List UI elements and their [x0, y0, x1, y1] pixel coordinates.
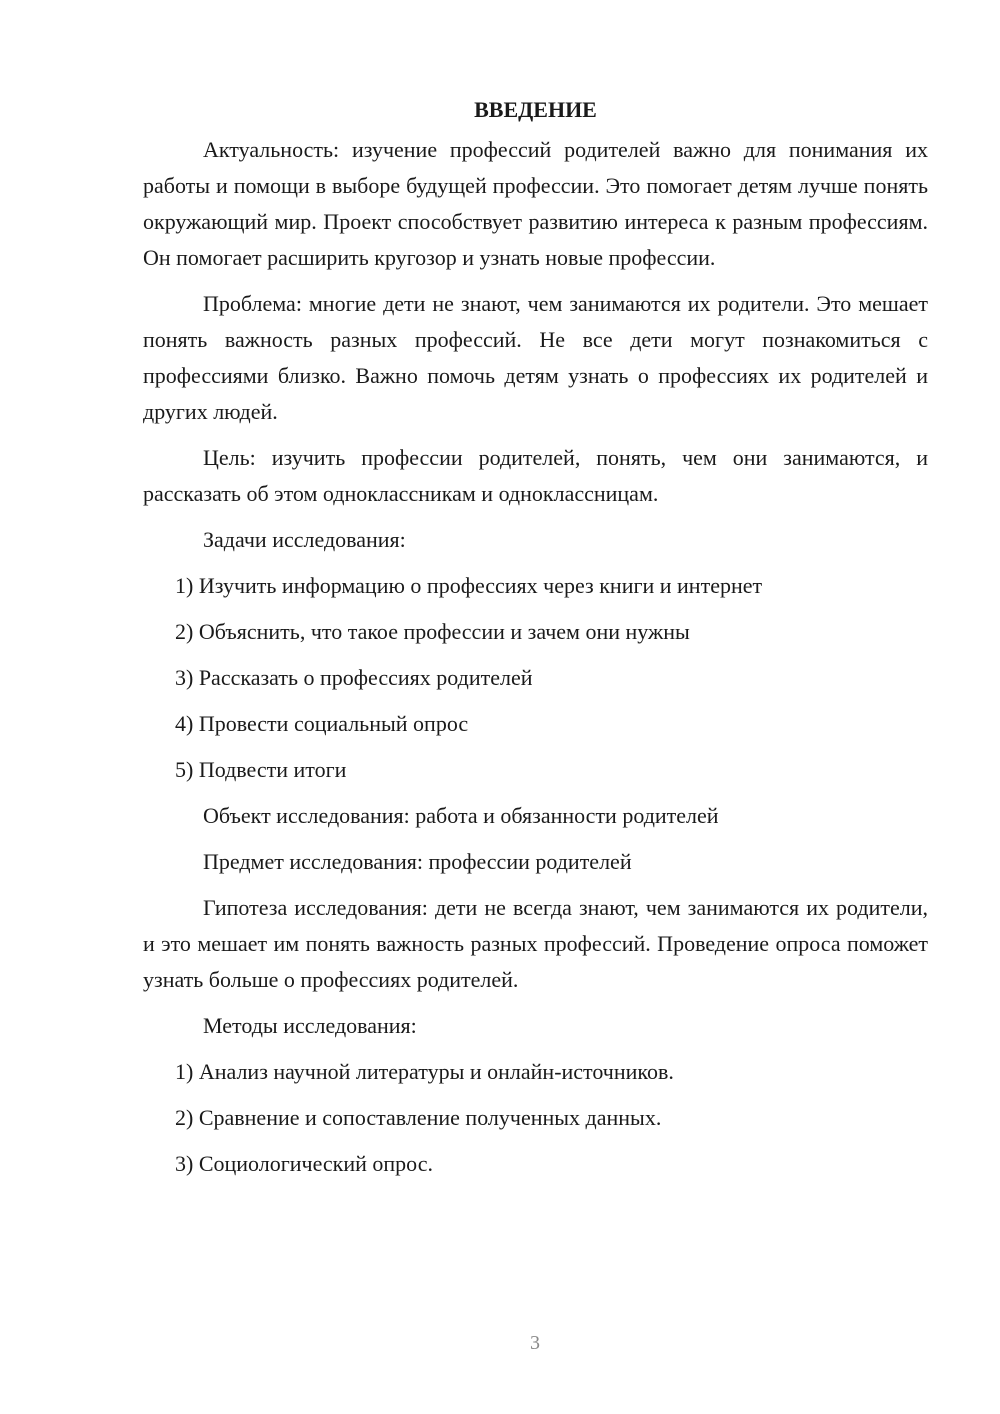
relevance-paragraph: Актуальность: изучение профессий родителей важно для понимания их работы и помощи в выборе будущей профессии. Это помогает детям лучше понять окружающий мир. Проект способствует развитию интереса к разным профессиям. Он помогает расширить кругозор и узнать новые профессии.	[143, 137, 928, 270]
goal-paragraph: Цель: изучить профессии родителей, понять, чем они занимаются, и рассказать об этом одноклассникам и одноклассницам.	[143, 445, 928, 506]
tasks-heading: Задачи исследования:	[203, 527, 406, 552]
hypothesis-paragraph: Гипотеза исследования: дети не всегда знают, чем занимаются их родители, и это мешает им понять важность разных профессий. Проведение опроса поможет узнать больше о профессиях родителей.	[143, 895, 928, 992]
method-item-1: 1) Анализ научной литературы и онлайн-источников.	[175, 1059, 674, 1084]
page-number: 3	[530, 1332, 540, 1354]
page-title: ВВЕДЕНИЕ	[474, 97, 597, 122]
method-item-3: 3) Социологический опрос.	[175, 1151, 433, 1176]
task-item-5: 5) Подвести итоги	[175, 757, 347, 782]
task-item-1: 1) Изучить информацию о профессиях через книги и интернет	[175, 573, 763, 598]
task-item-4: 4) Провести социальный опрос	[175, 711, 469, 736]
problem-paragraph: Проблема: многие дети не знают, чем занимаются их родители. Это мешает понять важность разных профессий. Не все дети могут познакомиться с профессиями близко. Важно помочь детям узнать о профессиях их родителей и других людей.	[143, 291, 928, 424]
task-item-2: 2) Объяснить, что такое профессии и зачем они нужны	[175, 619, 690, 644]
research-object: Объект исследования: работа и обязанности родителей	[203, 803, 719, 828]
task-item-3: 3) Рассказать о профессиях родителей	[175, 665, 533, 690]
methods-heading: Методы исследования:	[203, 1013, 417, 1038]
research-subject: Предмет исследования: профессии родителей	[203, 849, 632, 874]
document-page	[143, 92, 928, 1192]
method-item-2: 2) Сравнение и сопоставление полученных данных.	[175, 1105, 662, 1130]
